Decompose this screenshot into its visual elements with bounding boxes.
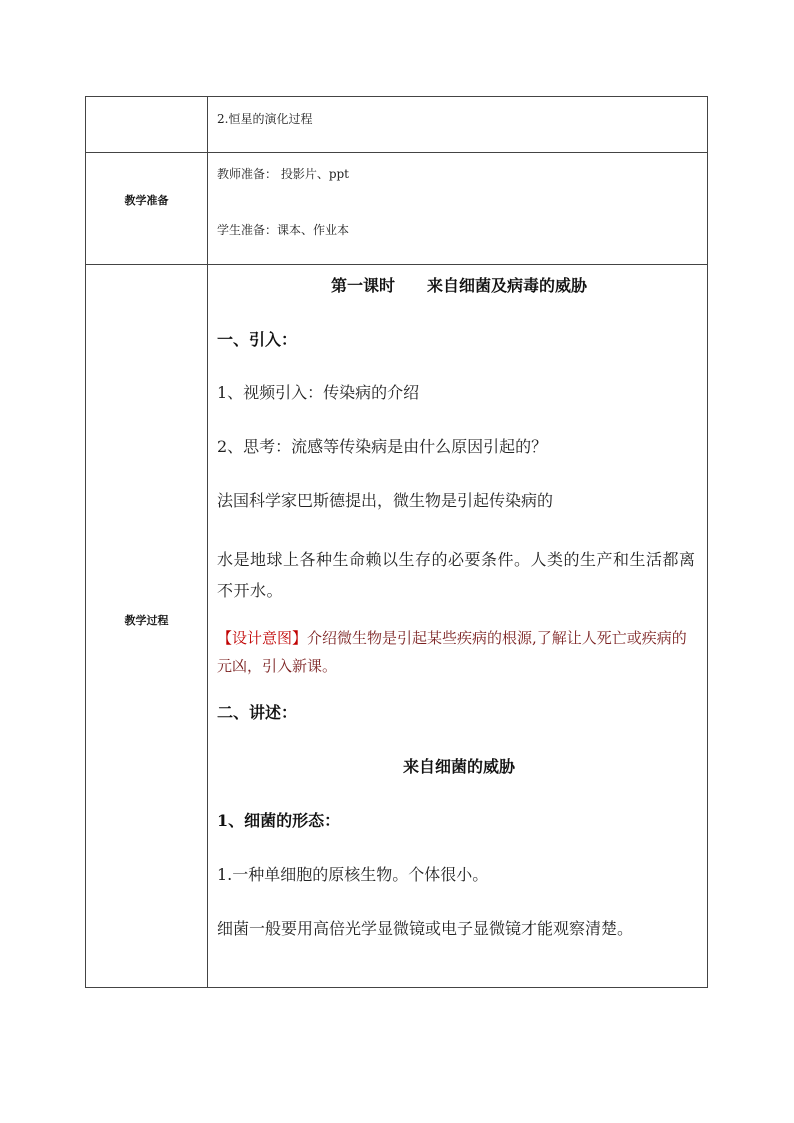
lesson-title: 第一课时 来自细菌及病毒的威胁 xyxy=(330,276,587,295)
topic-content: 2.恒星的演化过程 xyxy=(217,112,313,126)
intro-item-video: 1、视频引入：传染病的介绍 xyxy=(217,383,420,402)
table-row-topic xyxy=(86,97,708,153)
design-intent xyxy=(217,624,701,680)
process-label-cell xyxy=(86,265,208,988)
process-label: 教学过程 xyxy=(124,614,169,627)
design-intent-text: 介绍微生物是引起某些疾病的根源,了解让人死亡或疾病的元凶，引入新课。 xyxy=(217,629,687,675)
water-paragraph: 水是地球上各种生命赖以生存的必要条件。人类的生产和生活都离不开水。 xyxy=(217,550,696,600)
bacteria-point-1: 1.一种单细胞的原核生物。个体很小。 xyxy=(217,865,489,884)
intro-item-question: 2、思考：流感等传染病是由什么原因引起的？ xyxy=(217,437,548,456)
bacteria-shape-heading: 1、细菌的形态： xyxy=(217,811,341,830)
preparation-content-cell xyxy=(208,153,708,265)
topic-content-cell xyxy=(208,97,708,153)
process-content-cell xyxy=(208,265,708,988)
preparation-label: 教学准备 xyxy=(124,193,169,207)
section-lecture-heading: 二、讲述： xyxy=(217,703,298,722)
design-intent-tag: 【设计意图】 xyxy=(217,629,308,647)
bacteria-threat-subtitle: 来自细菌的威胁 xyxy=(402,757,515,776)
preparation-label-cell xyxy=(86,153,208,265)
table-row-process xyxy=(86,265,708,988)
bacteria-point-2: 细菌一般要用高倍光学显微镜或电子显微镜才能观察清楚。 xyxy=(217,919,634,938)
student-preparation: 学生准备：课本、作业本 xyxy=(217,223,350,237)
topic-label-cell xyxy=(86,97,208,153)
topic-label xyxy=(86,97,207,152)
section-intro-heading: 一、引入： xyxy=(217,330,298,349)
pasteur-paragraph: 法国科学家巴斯德提出，微生物是引起传染病的 xyxy=(217,491,554,510)
lesson-plan-table xyxy=(85,96,708,988)
teacher-preparation: 教师准备： 投影片、ppt xyxy=(217,167,350,181)
table-row-preparation xyxy=(86,153,708,265)
